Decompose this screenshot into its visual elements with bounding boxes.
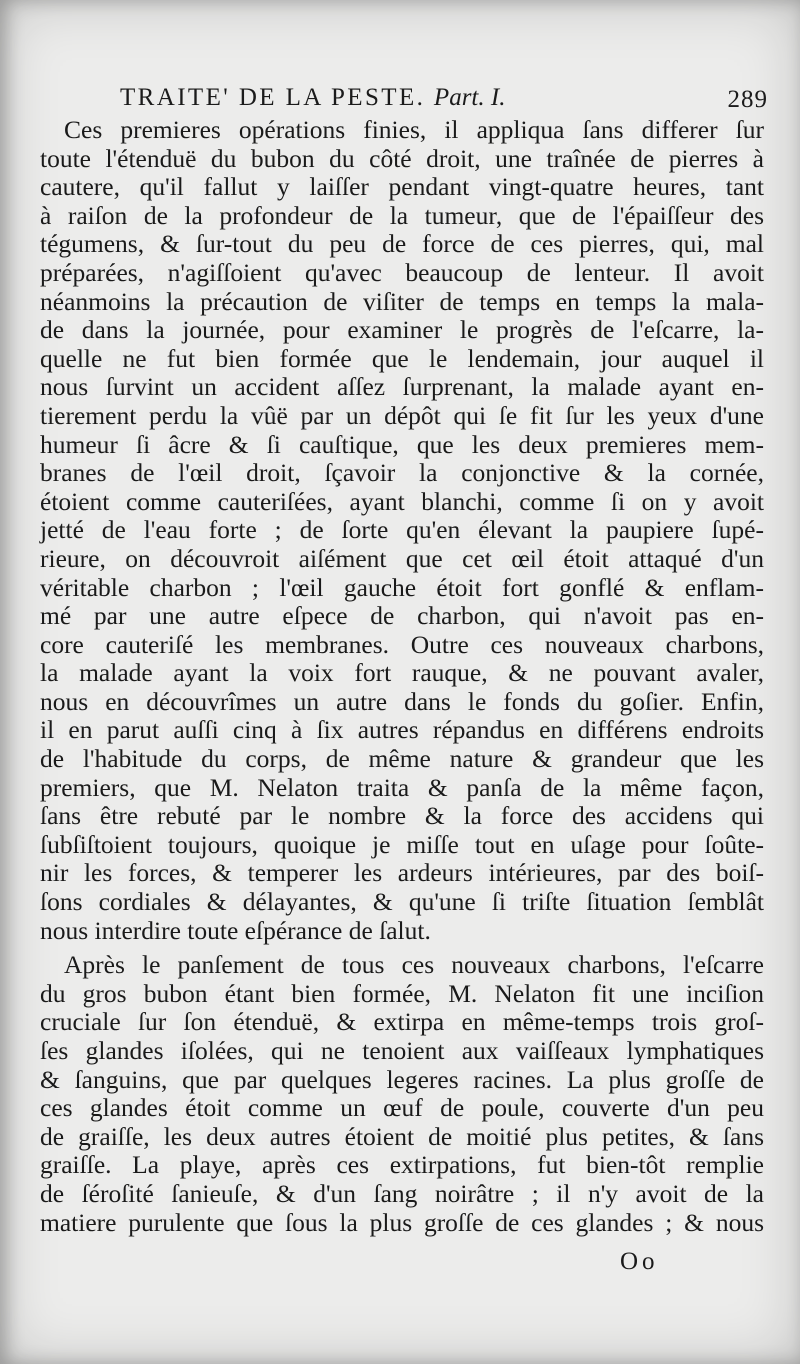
text-line: préparées, n'agiſſoient qu'avec beaucoup de lenteur. Il avoit	[40, 257, 764, 287]
text-line: nous interdire toute eſpérance de ſalut.	[40, 915, 431, 945]
text-line: ces glandes étoit comme un œuf de poule, couverte d'un peu	[40, 1093, 764, 1123]
text-line: de ſéroſité ſanieuſe, & d'un ſang noirâtre ; il n'y avoit de la	[40, 1178, 764, 1208]
text-line: cruciale ſur ſon étenduë, & extirpa en même-temps trois groſ-	[40, 1007, 764, 1037]
page-header	[120, 84, 768, 118]
text-line: de l'habitude du corps, de même nature & grandeur que les	[40, 744, 764, 774]
body-text	[40, 116, 764, 1237]
text-line: nous ſurvint un accident aſſez ſurprenant, la malade ayant en-	[40, 372, 764, 402]
text-line: Après le panſement de tous ces nouveaux charbons, l'eſcarre	[64, 950, 764, 980]
paragraph-2	[40, 951, 764, 1237]
signature-mark: Oo	[620, 1248, 659, 1275]
text-line: véritable charbon ; l'œil gauche étoit fort gonflé & enflam-	[40, 572, 764, 602]
text-line: étoient comme cauteriſées, ayant blanchi, comme ſi on y avoit	[40, 486, 764, 516]
text-line: Ces premieres opérations finies, il appliqua ſans differer ſur	[64, 115, 764, 144]
text-line: toute l'étenduë du bubon du côté droit, une traînée de pierres à	[40, 143, 764, 173]
text-line: matiere purulente que ſous la plus groſſe de ces glandes ; & nous	[40, 1207, 764, 1237]
text-line: néanmoins la précaution de viſiter de temps en temps la mala-	[40, 286, 764, 316]
text-line: ſans être rebuté par le nombre & la force des accidens qui	[40, 801, 764, 831]
page-number: 289	[727, 86, 768, 113]
text-line: branes de l'œil droit, ſçavoir la conjonctive & la cornée,	[40, 458, 764, 488]
text-line: de graiſſe, les deux autres étoient de moitié plus petites, & ſans	[40, 1121, 764, 1151]
text-line: humeur ſi âcre & ſi cauſtique, que les deux premieres mem-	[40, 429, 764, 459]
text-line: rieure, on découvroit aiſément que cet œil étoit attaqué d'un	[40, 543, 764, 573]
text-line: la malade ayant la voix fort rauque, & ne pouvant avaler,	[40, 658, 764, 688]
text-line: tégumens, & ſur-tout du peu de force de ces pierres, qui, mal	[40, 229, 764, 259]
running-title	[120, 84, 505, 112]
text-line: cautere, qu'il fallut y laiſſer pendant vingt-quatre heures, tant	[40, 172, 764, 202]
text-line: il en parut auſſi cinq à ſix autres répandus en différens endroits	[40, 715, 764, 745]
text-line: graiſſe. La playe, après ces extirpations, fut bien-tôt remplie	[40, 1150, 764, 1180]
text-line: à raiſon de la profondeur de la tumeur, que de l'épaiſſeur des	[40, 200, 764, 230]
text-line: premiers, que M. Nelaton traita & panſa de la même façon,	[40, 772, 764, 802]
text-line: jetté de l'eau forte ; de ſorte qu'en élevant la paupiere ſupé-	[40, 515, 764, 545]
text-line: nous en découvrîmes un autre dans le fonds du goſier. Enfin,	[40, 686, 764, 716]
text-line: mé par une autre eſpece de charbon, qui n'avoit pas en-	[40, 601, 764, 631]
part-label: Part. I.	[433, 84, 506, 111]
text-line: ſubſiſtoient toujours, quoique je miſſe tout en uſage pour ſoûte-	[40, 829, 764, 859]
text-line: & ſanguins, que par quelques legeres racines. La plus groſſe de	[40, 1064, 764, 1094]
paragraph-1	[40, 116, 764, 945]
text-line: tierement perdu la vûë par un dépôt qui ſe fit ſur les yeux d'une	[40, 400, 764, 430]
text-line: quelle ne fut bien formée que le lendemain, jour auquel il	[40, 343, 764, 373]
text-line: core cauteriſé les membranes. Outre ces nouveaux charbons,	[40, 629, 764, 659]
text-line: de dans la journée, pour examiner le progrès de l'eſcarre, la-	[40, 315, 764, 345]
text-line: ſons cordiales & délayantes, & qu'une ſi triſte ſituation ſemblât	[40, 887, 764, 917]
text-line: nir les forces, & temperer les ardeurs intérieures, par des boiſ-	[40, 858, 764, 888]
text-line: ſes glandes iſolées, qui ne tenoient aux vaiſſeaux lymphatiques	[40, 1036, 764, 1065]
running-title-text: TRAITE' DE LA PESTE.	[120, 84, 426, 111]
text-line: du gros bubon étant bien formée, M. Nelaton fit une inciſion	[40, 978, 764, 1008]
